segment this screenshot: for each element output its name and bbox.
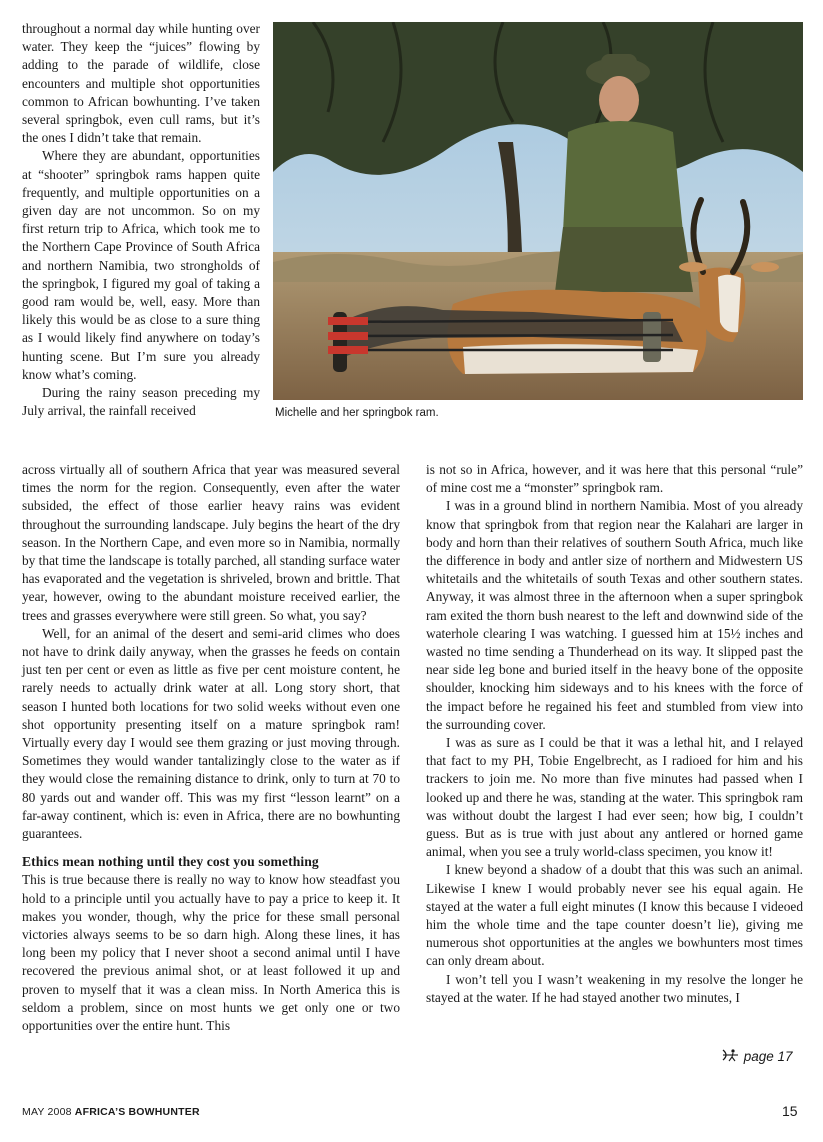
bottom-left-column xyxy=(22,461,400,1035)
paragraph: I was as sure as I could be that it was a lethal hit, and I relayed that fact to my PH, Tobie Engelbrecht, as I radioed for him and his trackers to join me. No more than five minutes had passed when I looked up and there he was, standing at the water. This springbok ram was without doubt the largest I had ever seen; how big, I couldn’t guess. But as is true with just about any antlered or horned game animal, when you see a truly world-class specimen, you know it! xyxy=(426,735,803,860)
paragraph: Where they are abundant, opportunities at “shooter” springbok rams happen quite frequently, and multiple opportunities on a given day are not uncommon. So on my first return trip to Africa, which took me to the Northern Cape Province of South Africa and northern Namibia, two strongholds of the springbok, I figured my goal of taking a good ram would be, well, easy. More than likely this would be as close to a sure thing as I would likely find anywhere on today’s hunting scene. But I’m sure you already know what’s coming. xyxy=(22,148,260,382)
footer-issue xyxy=(22,1106,200,1118)
issue-date: MAY 2008 xyxy=(22,1106,72,1118)
paragraph: Well, for an animal of the desert and semi-arid climes who does not have to drink daily anyway, when the grasses he feeds on contain just ten per cent or even as little as five per cent moisture content, he rarely needs to actually drink water at all. Long story short, that season I hunted both locations for two solid weeks without even one shot opportunity presenting itself on a mature springbok ram! Virtually every day I would see them grazing or just moving through. Sometimes they would wander tantalizingly close to the water as if they would close the remaining distance to drink, only to turn at 70 to 80 yards out and wander off. This was my first “lesson learnt” on a far-away continent, which is: even in Africa, there are no bowhunting guarantees. xyxy=(22,625,400,842)
section-heading: Ethics mean nothing until they cost you something xyxy=(22,854,319,870)
paragraph: During the rainy season preceding my July arrival, the rainfall received xyxy=(22,385,260,419)
photo-illustration xyxy=(273,22,803,400)
paragraph: I was in a ground blind in northern Namibia. Most of you already know that springbok from that region near the Kalahari are larger in body and horn than their relatives of southern South Africa, much like the difference in body and antler size of northern and Midwestern US whitetails and the whitetails of south Texas and other southern states. Anyway, it was almost three in the afternoon when a super springbok ram exited the thorn bush nearest to the left and downwind side of the waterhole clearing I was watching. I guessed him at 15½ inches and wasted no time sending a Thunderhead on its way. It slipped past the near side leg bone and buried itself in the heavy bone of the opposite shoulder, knocking him sideways and to his knees with the force of the impact before he regained his feet and stumbled from view into the surrounding cover. xyxy=(426,498,803,732)
paragraph: throughout a normal day while hunting over water. They keep the “juices” flowing by adding to the parade of wildlife, close encounters and multiple shot opportunities common to African bowhunting. I’ve taken several springbok, even cull rams, but it’s the ones I didn’t take that remain. xyxy=(22,21,260,146)
right-column xyxy=(426,461,803,1007)
continued-page-link[interactable]: page 17 xyxy=(743,1049,793,1064)
springbok-photo xyxy=(273,22,803,400)
continued-on xyxy=(720,1048,793,1064)
archer-icon xyxy=(720,1049,744,1064)
paragraph: I won’t tell you I wasn’t weakening in my resolve the longer he stayed at the water. If he had stayed another two minutes, I xyxy=(426,971,803,1005)
page-number: 15 xyxy=(782,1103,798,1119)
paragraph: is not so in Africa, however, and it was here that this personal “rule” of mine cost me a “monster” springbok ram. xyxy=(426,462,803,496)
photo-caption: Michelle and her springbok ram. xyxy=(275,407,439,419)
paragraph: I knew beyond a shadow of a doubt that this was such an animal. Likewise I knew I would probably never see his equal again. He stayed at the water a full eight minutes (I know this because I videoed him the whole time and the tape counter doesn’t lie), giving me numerous shot opportunities at the angles we bowhunters most times can only dream about. xyxy=(426,862,803,969)
paragraph: This is true because there is really no way to know how steadfast you hold to a principle until you actually have to pay a price to keep it. It makes you wonder, though, why the price for these small personal victories always seems to be so darn high. Along these lines, it has long been my policy that I never shoot a second animal until I have recovered the previous animal shot, or at least followed it up and proven to myself that it was a clean miss. In North America this is seldom a problem, since on most hunts we get only one or two opportunities over the entire hunt. This xyxy=(22,872,400,1034)
magazine-name: AFRICA’S BOWHUNTER xyxy=(74,1106,200,1118)
top-left-column xyxy=(22,20,260,420)
paragraph: across virtually all of southern Africa that year was measured several times the norm for the region. Consequently, even after the water subsided, the effect of those earlier heavy rains was evident throughout the surrounding landscape. July begins the heart of the dry season. In the Northern Cape, and even more so in Namibia, normally by that time the landscape is totally parched, all standing surface water has evaporated and the vegetation is shriveled, brown and brittle. That year, however, owing to the abundant moisture received earlier, the trees and grasses everywhere were still green. So what, you say? xyxy=(22,462,400,623)
